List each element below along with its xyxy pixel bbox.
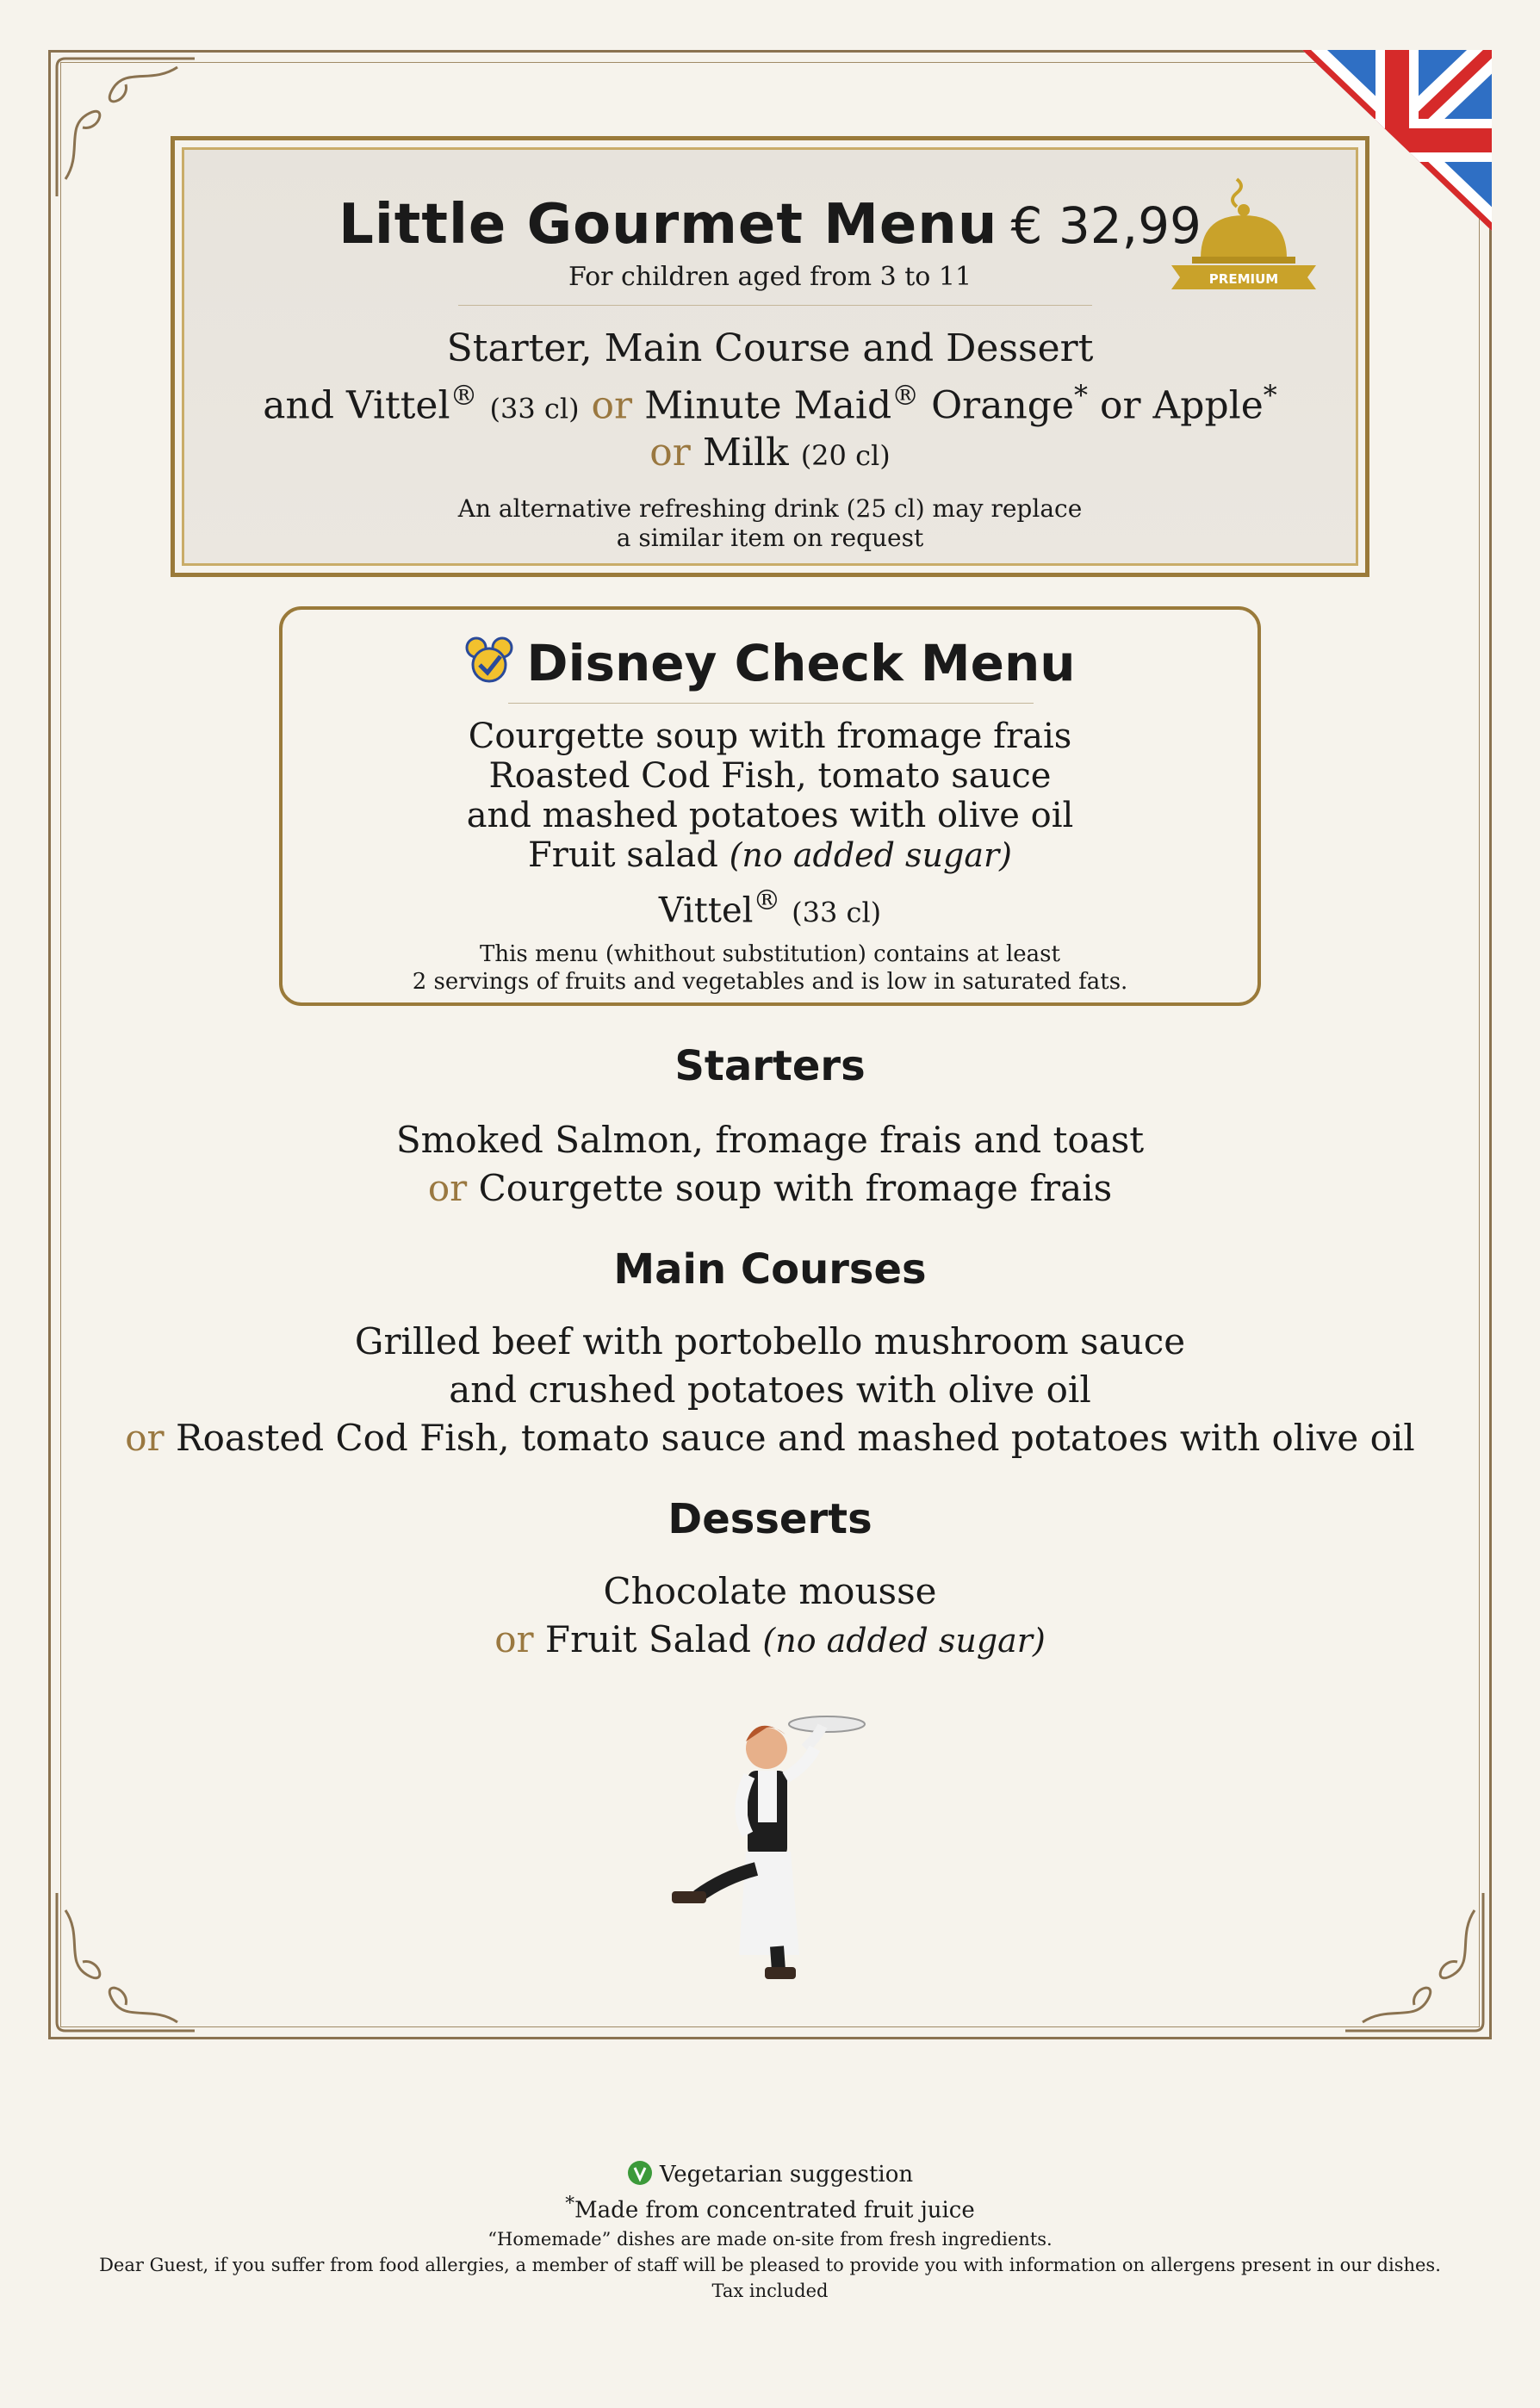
starter-item: Courgette soup with fromage frais (478, 1167, 1113, 1209)
asterisk: * (1263, 379, 1277, 412)
allergy-note: Dear Guest, if you suffer from food allergies, a member of staff will be pleased to provide you with information on allergens present in our dishes. (99, 2255, 1441, 2275)
drink-minute-maid: Minute Maid (644, 383, 892, 428)
starters-list (0, 1116, 1540, 1213)
registered-mark: ® (450, 379, 478, 412)
starters-heading: Starters (674, 1042, 866, 1090)
main-item: Roasted Cod Fish, tomato sauce and mashed potatoes with olive oil (176, 1417, 1415, 1459)
mickey-check-icon (464, 636, 514, 686)
or-word: or (427, 1167, 468, 1209)
waiter-illustration (637, 1697, 896, 1989)
check-menu-main-side: and mashed potatoes with olive oil (466, 796, 1074, 835)
main-courses-list (0, 1318, 1540, 1462)
asterisk: * (565, 2193, 575, 2214)
starter-alternative (0, 1164, 1540, 1213)
drink-volume: (33 cl) (792, 896, 882, 929)
dessert-note: (no added sugar) (762, 1622, 1046, 1660)
check-menu-drink (283, 884, 1257, 930)
or-word: or (494, 1618, 534, 1660)
corner-ornament-bottom-right (1337, 1884, 1492, 2039)
corner-ornament-bottom-left (48, 1884, 203, 2039)
premium-badge-text: PREMIUM (1208, 271, 1279, 287)
or-word: or (649, 431, 691, 475)
drink-vittel: Vittel (658, 891, 754, 931)
vegetarian-leaf-icon (627, 2160, 653, 2186)
divider (458, 305, 1092, 306)
menu-courses: Starter, Main Course and Dessert (446, 326, 1094, 370)
main-alternative (0, 1414, 1540, 1462)
drink-vittel: and Vittel (263, 383, 450, 428)
vegetarian-label: Vegetarian suggestion (659, 2162, 914, 2188)
menu-age-range: For children aged from 3 to 11 (568, 262, 972, 292)
vegetarian-legend (0, 2160, 1540, 2188)
dessert-name: Fruit salad (528, 835, 718, 875)
main-courses-heading: Main Courses (613, 1245, 927, 1294)
registered-mark: ® (891, 379, 920, 412)
little-gourmet-menu-panel (182, 147, 1358, 566)
dessert-item: Chocolate mousse (603, 1570, 937, 1612)
check-menu-main: Roasted Cod Fish, tomato sauce (488, 756, 1052, 796)
premium-cloche-icon (1166, 172, 1321, 293)
desserts-list (0, 1567, 1540, 1665)
drink-orange: Orange (931, 383, 1074, 428)
main-item: Grilled beef with portobello mushroom sauce (354, 1320, 1186, 1362)
menu-title: Little Gourmet Menu (338, 193, 998, 257)
drink-apple: or Apple (1100, 383, 1264, 428)
registered-mark: ® (753, 884, 781, 916)
homemade-note: “Homemade” dishes are made on-site from fresh ingredients. (487, 2229, 1053, 2250)
little-gourmet-menu-box (171, 136, 1369, 577)
menu-drinks (184, 379, 1356, 428)
drink-volume: (33 cl) (489, 392, 580, 425)
check-menu-title: Disney Check Menu (526, 634, 1076, 692)
tax-note: Tax included (711, 2281, 829, 2301)
or-word: or (125, 1417, 165, 1459)
drink-volume: (20 cl) (800, 439, 891, 472)
juice-note (0, 2193, 1540, 2224)
desserts-heading: Desserts (668, 1495, 872, 1543)
dessert-note: (no added sugar) (729, 836, 1012, 874)
main-item-side: and crushed potatoes with olive oil (449, 1368, 1091, 1411)
menu-milk (184, 431, 1356, 475)
check-menu-dessert (283, 835, 1257, 875)
check-menu-starter: Courgette soup with fromage frais (468, 717, 1072, 756)
drink-substitution-note (184, 494, 1356, 553)
asterisk: * (1074, 379, 1088, 412)
menu-price: € 32,99 (1010, 196, 1202, 255)
dessert-alternative (0, 1616, 1540, 1665)
juice-note-text: Made from concentrated fruit juice (574, 2197, 975, 2224)
note-line: 2 servings of fruits and vegetables and is low in saturated fats. (412, 969, 1128, 995)
divider (508, 703, 1034, 704)
check-menu-heading (283, 634, 1257, 692)
starter-item: Smoked Salmon, fromage frais and toast (395, 1119, 1145, 1161)
note-line: a similar item on request (616, 524, 924, 552)
disney-check-menu-box (279, 606, 1261, 1006)
or-word: or (591, 383, 633, 428)
drink-milk: Milk (702, 431, 789, 475)
check-menu-items (283, 717, 1257, 875)
note-line: An alternative refreshing drink (25 cl) may replace (457, 494, 1083, 523)
note-line: This menu (whithout substitution) contains at least (480, 941, 1060, 967)
dessert-item: Fruit Salad (544, 1618, 752, 1660)
check-menu-note (283, 940, 1257, 996)
